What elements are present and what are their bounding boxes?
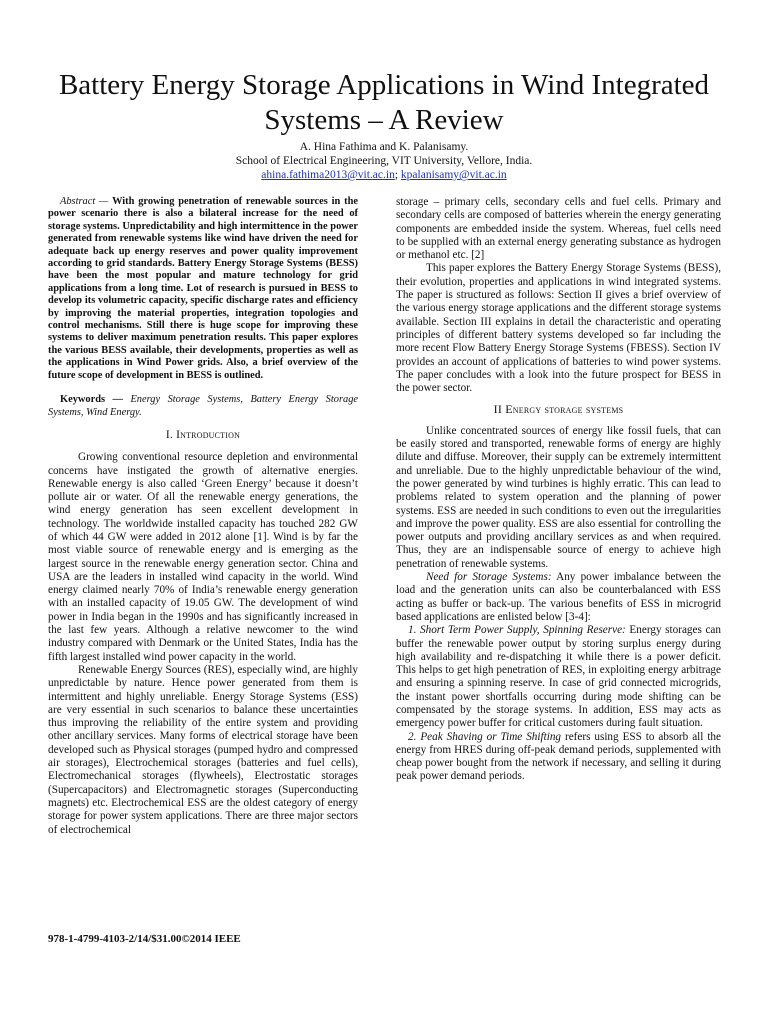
item2-text: refers using ESS to absorb all the energy from HRES during off-peak demand periods, supplemented with cheap power bought from the network if necessary, and selling it during peak power demand periods.: [396, 730, 721, 783]
keywords: [48, 394, 358, 419]
intro-paragraph-1: Growing conventional resource depletion and environmental concerns have instigated the growth of alternative energies. Renewable energy is also called ‘Green Energy’ because it doesn’t pollute air or water. Of all the renewable energy generations, the wind energy generation has seen excellent development in technology. The worldwide installed capacity has touched 282 GW of which 44 GW were added in 2012 alone [1]. Wind is by far the most viable source of renewable energy and is emerging as the largest source in the renewable energy generation sector. China and USA are the leaders in installed wind capacity in the world. Wind energy claimed nearly 70% of India’s renewable energy generation with an installed capacity of 19.05 GW. The development of wind power in India began in the 1990s and has significantly increased in the last few years. Although a relative newcomer to the wind industry compared with Denmark or the United States, India has the fifth largest installed wind power capacity in the world.: [48, 451, 358, 663]
paper-title: Battery Energy Storage Applications in Wind Integrated Systems – A Review: [58, 69, 710, 136]
left-column: [48, 196, 358, 837]
abstract-text: With growing penetration of renewable sources in the power scenario there is also a bilateral increase for the need of storage systems. Unpredictability and high intermittence in the power generated from renewable systems like wind have driven the need for adequate back up energy reserves and power quality improvement according to grid standards. Battery Energy Storage Systems (BESS) have been the most popular and mature technology for grid applications from a long time. Lot of research is pursued in BESS to develop its volumetric capacity, specific discharge rates and efficiency by improving the material properties, integration topologies and control mechanisms. Still there is huge scope for improving these systems to deliver maximum penetration results. This paper explores the various BESS available, their developments, properties as well as the applications in Wind Power grids. Also, a brief overview of the future scope of development in BESS is outlined.: [48, 196, 358, 381]
need-paragraph: [396, 571, 721, 624]
structure-paragraph: This paper explores the Battery Energy Storage Systems (BESS), their evolution, properties and applications in wind integrated systems. The paper is structured as follows: Section II gives a brief overview of the various energy storage applications and the different storage systems available. Section III explains in detail the characteristic and operating principles of different battery systems developed so far including the more recent Flow Battery Energy Storage Systems (FBESS). Section IV provides an account of applications of batteries to wind power systems. The paper concludes with a look into the future prospect for BESS in the power sector.: [396, 262, 721, 395]
intro-paragraph-2: Renewable Energy Sources (RES), especially wind, are highly unpredictable by nature. Hence power generated from them is intermittent and highly unreliable. Energy Storage Systems (ESS) are very essential in such scenarios to balance these uncertainties thus improving the reliability of the entire system and providing other ancillary services. Many forms of electrical storage have been developed such as Physical storages (pumped hydro and compressed air storages), Electrochemical storages (batteries and fuel cells), Electromechanical storages (flywheels), Electrostatic storages (Supercapacitors) and Electromagnetic storages (Superconducting magnets) etc. Electrochemical ESS are the oldest category of energy storage for power system applications. There are three major sectors of electrochemical: [48, 663, 358, 836]
keywords-text: Energy Storage Systems, Battery Energy Storage Systems, Wind Energy.: [48, 394, 359, 418]
ess-paragraph-1: Unlike concentrated sources of energy like fossil fuels, that can be easily stored and transported, renewable forms of energy are highly dilute and diffuse. Moreover, their supply can be extremely intermittent and unreliable. Due to the highly unpredictable behaviour of the wind, the power generated by wind turbines is highly erratic. This can lead to problems related to system operation and the planning of power systems. ESS are needed in such conditions to even out the irregularities and improve the power quality. ESS are also essential for controlling the power outputs and providing ancillary services as and when required. Thus, they are an indispensable source of energy to achieve high penetration of renewable systems.: [396, 424, 721, 570]
item2-lead: 2. Peak Shaving or Time Shifting: [408, 730, 562, 743]
abstract: [48, 196, 358, 382]
copyright-footer: 978-1-4799-4103-2/14/$31.00©2014 IEEE: [48, 933, 241, 945]
email-link-2[interactable]: kpalanisamy@vit.ac.in: [400, 169, 507, 181]
authors: A. Hina Fathima and K. Palanisamy.: [299, 141, 469, 153]
list-item-1: [396, 624, 721, 730]
need-lead: Need for Storage Systems:: [426, 571, 552, 584]
item1-lead: 1. Short Term Power Supply, Spinning Reserve:: [408, 624, 626, 637]
affiliation: School of Electrical Engineering, VIT University, Vellore, India.: [235, 155, 533, 167]
keywords-lead: Keywords —: [60, 394, 131, 406]
email-separator: ;: [394, 169, 401, 181]
section-heading-introduction: I. Introduction: [165, 428, 241, 441]
need-text: Any power imbalance between the load and the generation units can also be counterbalanced with ESS acting as buffer or back-up. The various benefits of ESS in microgrid based applications are enlisted below [3-4]:: [396, 571, 722, 623]
abstract-lead: Abstract —: [60, 196, 113, 207]
list-item-2: [396, 731, 721, 784]
right-paragraph-continued: storage – primary cells, secondary cells and fuel cells. Primary and secondary cells are composed of batteries wherein the energy generating components are embedded inside the system. Whereas, fuel cells need to be supplied with an external energy generating substance as hydrogen or methanol etc. [2]: [396, 196, 721, 262]
author-emails: [40, 168, 728, 182]
email-link-1[interactable]: ahina.fathima2013@vit.ac.in: [261, 169, 395, 181]
item1-text: Energy storages can buffer the renewable power output by storing surplus energy during high availability and re-dispatching it while there is a power deficit. This helps to get high penetration of RES, in exploiting energy arbitrage and ensuring a spinning reserve. In case of grid connected microgrids, the instant power shortfalls occurring during mode shifting can be compensated by the storage systems. In addition, ESS may acts as emergency power buffer for critical customers during fault situation.: [396, 624, 721, 730]
right-column: [396, 196, 721, 784]
section-heading-energy-storage: II Energy storage systems: [493, 402, 624, 417]
